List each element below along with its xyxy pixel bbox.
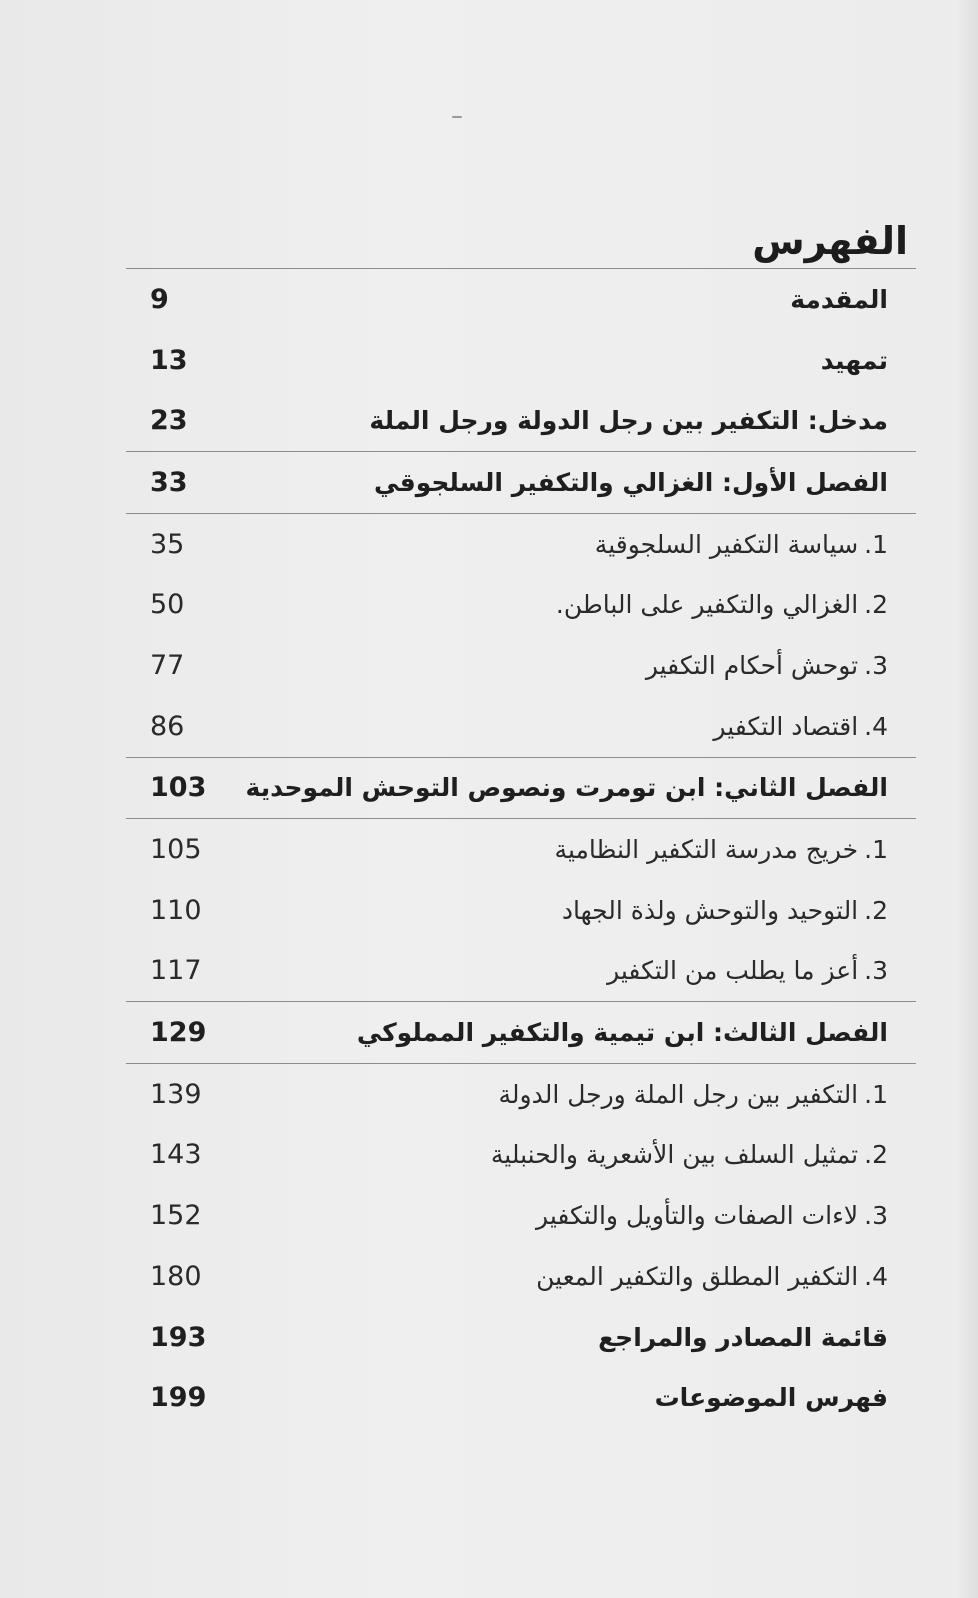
- entry-page-number: 129: [150, 1017, 207, 1049]
- entry-label: [256, 590, 916, 619]
- toc-entry-chapter-2: [126, 758, 916, 819]
- entry-ordinal: 1.: [864, 1079, 888, 1109]
- entry-label: [256, 1080, 916, 1109]
- entry-ordinal: 4.: [864, 711, 888, 741]
- page-edge-shadow: [956, 0, 978, 1598]
- toc-subentry: [126, 941, 916, 1002]
- entry-page-number: 35: [150, 528, 185, 560]
- entry-ordinal: 1.: [864, 529, 888, 559]
- toc-subentry: [126, 1125, 916, 1186]
- entry-page-number: 77: [150, 649, 185, 681]
- entry-text: اقتصاد التكفير: [713, 711, 859, 741]
- entry-text: سياسة التكفير السلجوقية: [594, 529, 859, 559]
- entry-page-number: 193: [150, 1321, 207, 1353]
- toc-entry-subject-index: [126, 1367, 916, 1428]
- entry-ordinal: 2.: [864, 590, 888, 620]
- entry-page-number: 13: [150, 344, 188, 376]
- entry-label: [256, 530, 916, 559]
- entry-page-number: 110: [150, 894, 202, 926]
- entry-label: [256, 896, 916, 925]
- entry-page-number: 23: [150, 405, 188, 437]
- entry-text: توحش أحكام التكفير: [645, 650, 859, 680]
- entry-page-number: 117: [150, 955, 202, 987]
- entry-label: [256, 651, 916, 680]
- table-of-contents: [126, 214, 916, 1428]
- entry-label: [256, 712, 916, 741]
- entry-text: الغزالي والتكفير على الباطن.: [555, 590, 859, 620]
- entry-label: الفصل الثاني: ابن تومرت ونصوص التوحش الموحدية: [245, 773, 888, 803]
- entry-page-number: 199: [150, 1382, 207, 1414]
- entry-page-number: 139: [150, 1078, 202, 1110]
- entry-text: التوحيد والتوحش ولذة الجهاد: [561, 895, 859, 925]
- entry-ordinal: 2.: [864, 1140, 888, 1170]
- entry-page-number: 180: [150, 1260, 202, 1292]
- entry-page-number: 103: [150, 772, 207, 804]
- entry-label: الفصل الثالث: ابن تيمية والتكفير المملوكي: [356, 1018, 888, 1048]
- entry-text: خريج مدرسة التكفير النظامية: [554, 835, 859, 865]
- entry-page-number: 33: [150, 466, 188, 498]
- entry-ordinal: 4.: [864, 1261, 888, 1291]
- entry-label: الفصل الأول: الغزالي والتكفير السلجوقي: [374, 467, 888, 497]
- toc-subentry: [126, 635, 916, 696]
- toc-entry-introduction: [126, 269, 916, 330]
- entry-page-number: 50: [150, 589, 185, 621]
- toc-subentry: [126, 880, 916, 941]
- toc-entry-chapter-3: [126, 1002, 916, 1063]
- entry-text: لاءات الصفات والتأويل والتكفير: [536, 1201, 859, 1231]
- entry-ordinal: 3.: [864, 956, 888, 986]
- entry-label: [256, 835, 916, 864]
- toc-entry-chapter-1: [126, 452, 916, 513]
- entry-page-number: 86: [150, 710, 185, 742]
- entry-text: أعز ما يطلب من التكفير: [607, 956, 859, 986]
- toc-subentry: [126, 1246, 916, 1307]
- entry-page-number: 152: [150, 1200, 202, 1232]
- entry-label: [256, 1262, 916, 1291]
- toc-entry-overview: [126, 390, 916, 451]
- entry-label: قائمة المصادر والمراجع: [598, 1322, 888, 1352]
- entry-page-number: 143: [150, 1139, 202, 1171]
- entry-ordinal: 1.: [864, 835, 888, 865]
- toc-subentry: [126, 574, 916, 635]
- entry-label: [256, 1140, 916, 1169]
- toc-subentry: [126, 1064, 916, 1125]
- entry-label: [256, 1201, 916, 1230]
- entry-ordinal: 3.: [864, 650, 888, 680]
- toc-subentry: [126, 819, 916, 880]
- entry-label: مدخل: التكفير بين رجل الدولة ورجل الملة: [369, 406, 888, 436]
- entry-ordinal: 3.: [864, 1201, 888, 1231]
- entry-label: فهرس الموضوعات: [654, 1383, 888, 1413]
- entry-page-number: 105: [150, 834, 202, 866]
- toc-entry-bibliography: [126, 1307, 916, 1368]
- entry-ordinal: 2.: [864, 895, 888, 925]
- toc-title: الفهرس: [752, 219, 908, 263]
- entry-text: تمثيل السلف بين الأشعرية والحنبلية: [490, 1140, 859, 1170]
- entry-label: المقدمة: [790, 284, 888, 314]
- toc-entry-preface: [126, 330, 916, 391]
- print-smudge: [452, 116, 462, 118]
- entry-text: التكفير المطلق والتكفير المعين: [536, 1261, 859, 1291]
- entry-label: [256, 956, 916, 985]
- entry-text: التكفير بين رجل الملة ورجل الدولة: [498, 1079, 859, 1109]
- toc-subentry: [126, 696, 916, 757]
- entry-page-number: 9: [150, 283, 169, 315]
- entry-label: تمهيد: [820, 345, 888, 375]
- toc-subentry: [126, 514, 916, 575]
- toc-subentry: [126, 1185, 916, 1246]
